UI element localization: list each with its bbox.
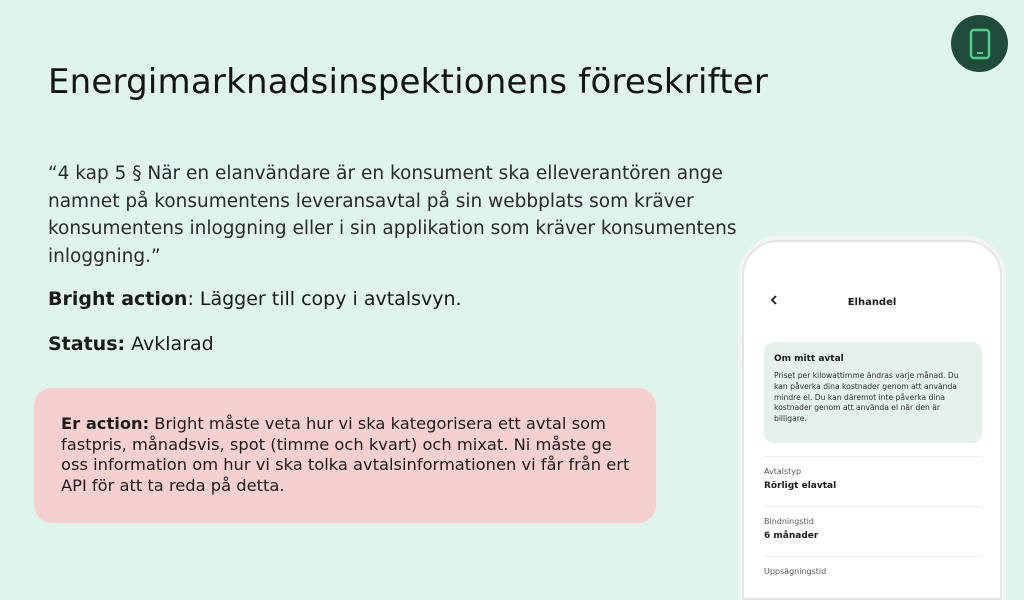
bright-action bbox=[48, 288, 462, 310]
row-label: Bindningstid bbox=[764, 517, 814, 526]
status-label: Status: bbox=[48, 333, 126, 355]
phone-mockup bbox=[742, 240, 1002, 600]
er-action-box bbox=[34, 388, 656, 523]
row-label: Avtalstyp bbox=[764, 467, 802, 476]
app-title: Elhandel bbox=[847, 296, 897, 308]
phone-side-button bbox=[737, 340, 741, 364]
page-title: Energimarknadsinspektionens föreskrifter bbox=[48, 62, 769, 102]
row-value: 6 månader bbox=[764, 531, 819, 541]
row-value: Rörligt elavtal bbox=[764, 481, 837, 491]
list-item[interactable] bbox=[764, 456, 982, 491]
contract-info-card bbox=[764, 342, 982, 443]
card-text: Priset per kilowattimme ändras varje månad. Du kan påverka dina kostnader genom att använda mindre el. Du kan däremot inte påverka dina kostnader genom att använda el när den är billigare. bbox=[774, 371, 959, 424]
regulation-quote: “4 kap 5 § När en elanvändare är en konsument ska elleverantören ange namnet på konsumentens leveransavtal på sin webbplats som kräver konsumentens inloggning eller i sin applikation som kräver konsumentens inloggning.” bbox=[48, 163, 737, 267]
er-action-label: Er action: bbox=[61, 414, 150, 433]
status-line bbox=[48, 333, 214, 355]
list-item[interactable] bbox=[764, 556, 982, 581]
row-label: Uppsägningstid bbox=[764, 567, 827, 576]
mobile-phone-icon bbox=[969, 28, 991, 60]
app-header bbox=[744, 292, 1000, 312]
er-action-text: Bright måste veta hur vi ska kategorisera ett avtal som fastpris, månadsvis, spot (timme och kvart) och mixat. Ni måste ge oss information om hur vi ska tolka avtalsinformationen vi får från ert API för att ta reda på detta. bbox=[61, 414, 630, 495]
bright-action-label: Bright action bbox=[48, 288, 188, 310]
status-value: Avklarad bbox=[125, 333, 214, 355]
phone-badge bbox=[951, 15, 1008, 72]
list-item[interactable] bbox=[764, 506, 982, 541]
bright-action-text: : Lägger till copy i avtalsvyn. bbox=[187, 288, 462, 310]
card-heading: Om mitt avtal bbox=[774, 354, 844, 364]
